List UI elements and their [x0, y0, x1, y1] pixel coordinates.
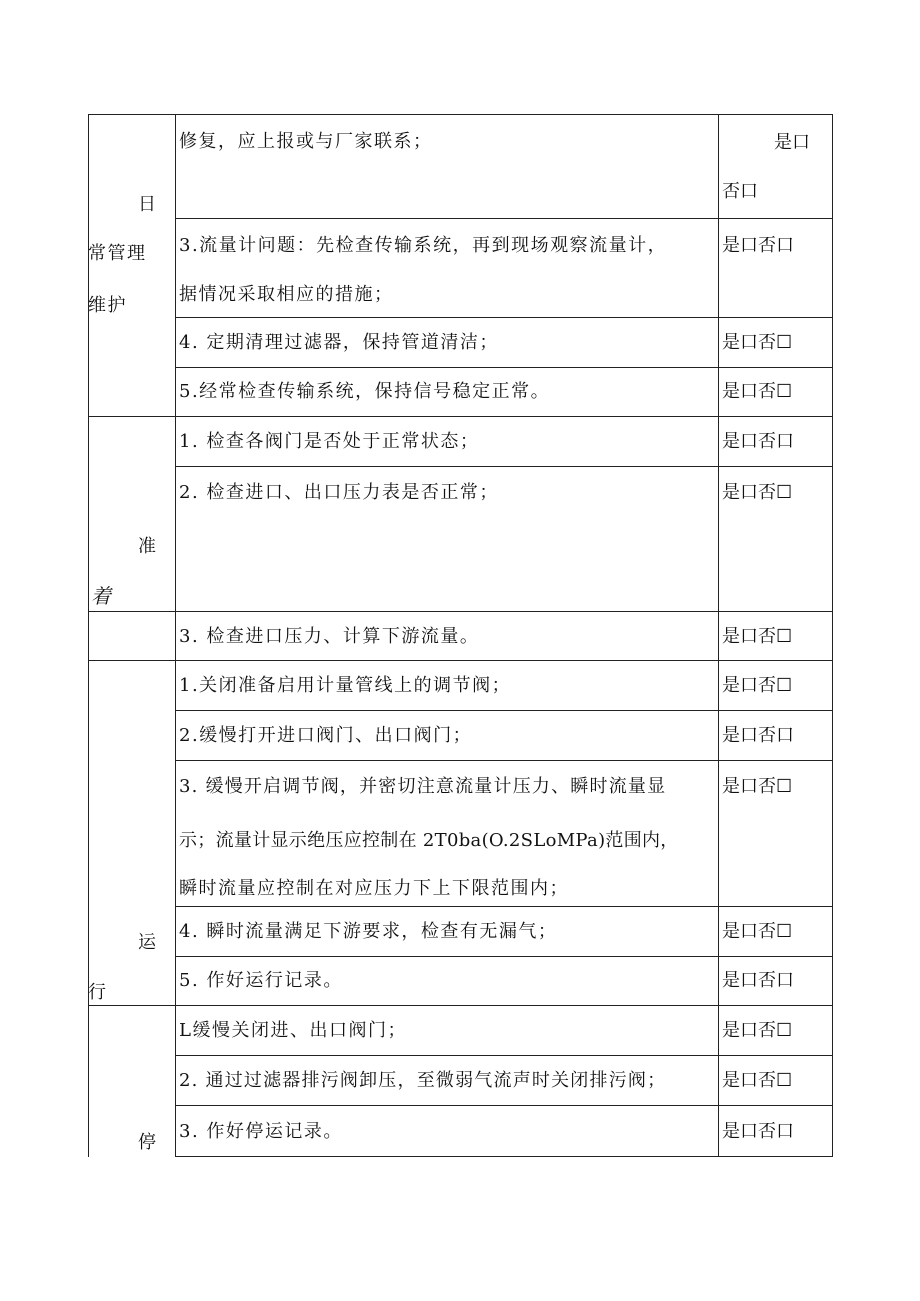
- row-divider: [175, 367, 833, 368]
- check-yes-no[interactable]: 是口否☐: [722, 921, 793, 942]
- item-text: L缓慢关闭进、出口阀门；: [179, 1020, 407, 1041]
- check-yes-no[interactable]: 是口否☐: [722, 1070, 793, 1091]
- row-divider: [88, 611, 833, 612]
- section-divider: [88, 416, 833, 417]
- row-divider: [175, 956, 833, 957]
- check-yes-no[interactable]: 是口否口: [722, 431, 794, 452]
- section-label-stop-1: 停: [138, 1132, 158, 1153]
- row-divider: [175, 1156, 833, 1157]
- border-top: [88, 114, 833, 115]
- item-text: 2. 检查进口、出口压力表是否正常；: [179, 482, 499, 503]
- item-text: 3. 作好停运记录。: [179, 1121, 343, 1142]
- check-yes-no[interactable]: 是口否☐: [722, 626, 793, 647]
- border-right: [832, 114, 833, 1157]
- item-text: 1.关闭准备启用计量管线上的调节阀；: [179, 675, 512, 696]
- section-label-prepare-1: 准: [138, 536, 158, 557]
- border-check-left: [718, 114, 719, 1157]
- item-text: 2. 通过过滤器排污阀卸压，至微弱气流声时关闭排污阀；: [179, 1070, 667, 1091]
- section-label-daily-2: 常管理: [88, 243, 147, 264]
- section-label-run-2: 行: [88, 982, 108, 1003]
- item-text: 3.流量计问题：先检查传输系统，再到现场观察流量计，: [179, 235, 668, 256]
- check-yes-no[interactable]: 是口否☐: [722, 381, 793, 402]
- section-label-daily-3: 维护: [88, 295, 127, 316]
- row-divider: [175, 218, 833, 219]
- item-text: 据情况采取相应的措施；: [179, 284, 394, 305]
- item-text: 3. 缓慢开启调节阀，并密切注意流量计压力、瞬时流量显: [179, 776, 667, 797]
- check-yes-no[interactable]: 是口否☐: [722, 675, 793, 696]
- item-text: 3. 检查进口压力、计算下游流量。: [179, 626, 480, 647]
- check-yes-no[interactable]: 是口否口: [722, 970, 794, 991]
- item-text: 修复，应上报或与厂家联系；: [179, 131, 433, 152]
- check-yes-no[interactable]: 是口否口: [722, 235, 794, 256]
- item-text: 示；流量计显示绝压应控制在 2T0ba(O.2SLoMPa)范围内，: [179, 830, 679, 851]
- row-divider: [175, 710, 833, 711]
- check-no[interactable]: 否口: [722, 181, 758, 202]
- row-divider: [175, 1055, 833, 1056]
- section-label-daily-1: 日: [138, 194, 158, 215]
- check-yes-no[interactable]: 是口否☐: [722, 482, 793, 503]
- border-content-left: [175, 114, 176, 1157]
- check-yes-no[interactable]: 是口否☐: [722, 776, 793, 797]
- item-text: 5.经常检查传输系统，保持信号稳定正常。: [179, 381, 551, 402]
- check-yes[interactable]: 是口: [774, 132, 810, 153]
- section-label-run-1: 运: [138, 932, 158, 953]
- item-text: 瞬时流量应控制在对应压力下上下限范围内；: [179, 878, 569, 899]
- check-yes-no[interactable]: 是口否☐: [722, 1020, 793, 1041]
- section-label-prepare-2: 着: [91, 584, 113, 608]
- row-divider: [175, 906, 833, 907]
- section-divider: [88, 660, 833, 661]
- item-text: 4. 定期清理过滤器，保持管道清洁；: [179, 332, 499, 353]
- item-text: 1. 检查各阀门是否处于正常状态；: [179, 431, 480, 452]
- row-divider: [175, 1105, 833, 1106]
- item-text: 5. 作好运行记录。: [179, 970, 343, 991]
- check-yes-no[interactable]: 是口否☐: [722, 332, 793, 353]
- item-text: 2.缓慢打开进口阀门、出口阀门；: [179, 725, 473, 746]
- row-divider: [175, 466, 833, 467]
- section-divider: [88, 1005, 833, 1006]
- row-divider: [175, 317, 833, 318]
- row-divider: [175, 760, 833, 761]
- check-yes-no[interactable]: 是口否口: [722, 1121, 794, 1142]
- check-yes-no[interactable]: 是口否口: [722, 725, 794, 746]
- item-text: 4. 瞬时流量满足下游要求，检查有无漏气；: [179, 921, 558, 942]
